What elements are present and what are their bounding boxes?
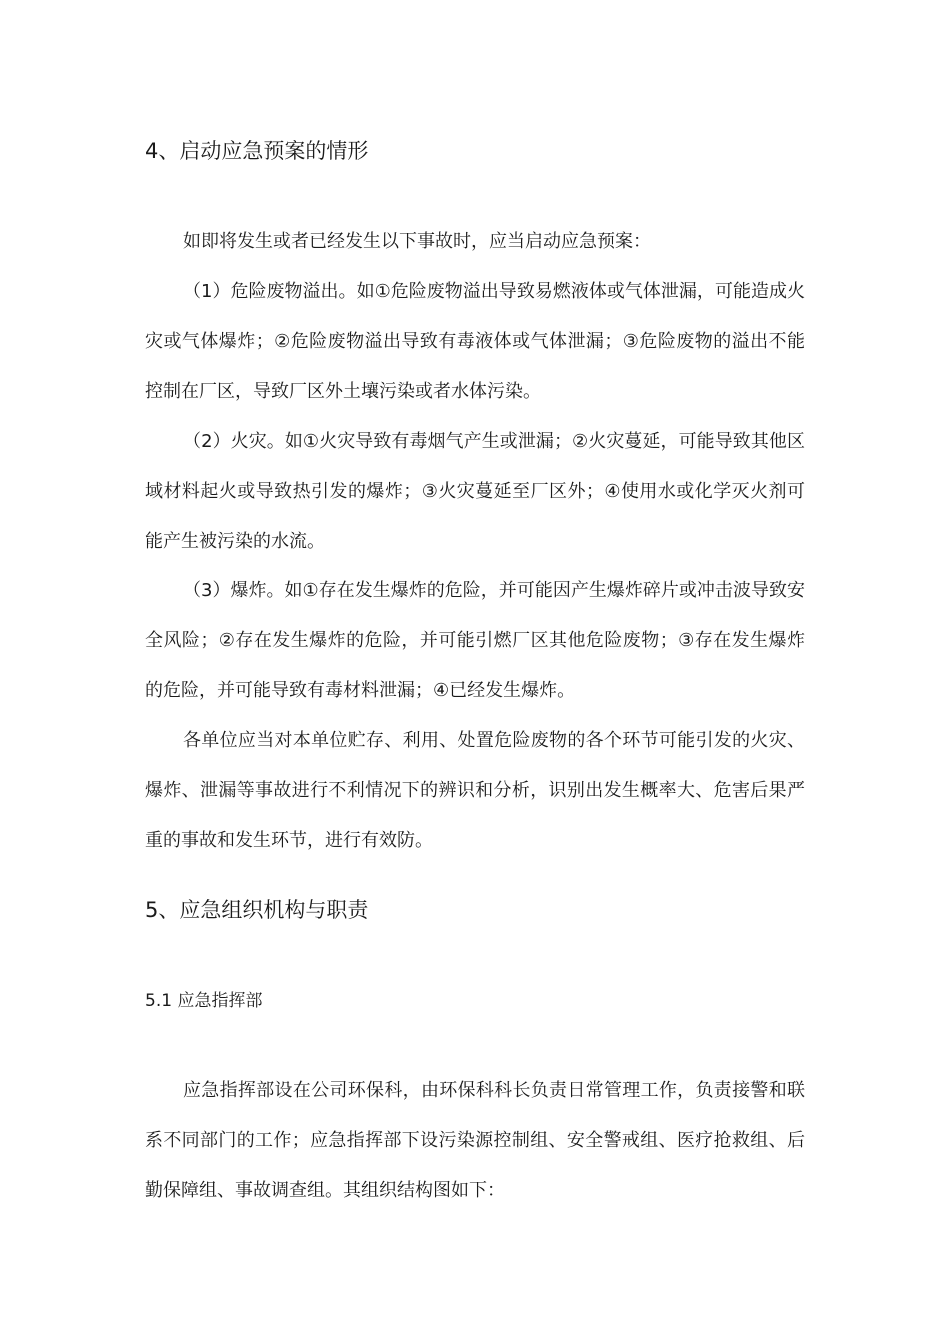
section-4-item-1: （1）危险废物溢出。如①危险废物溢出导致易燃液体或气体泄漏，可能造成火灾或气体爆炸；②危险废物溢出导致有毒液体或气体泄漏；③危险废物的溢出不能控制在厂区，导致厂区外土壤污染或者水体污染。: [145, 281, 805, 402]
section-5-1-heading: 5.1 应急指挥部: [145, 991, 263, 1011]
section-4-closing: 各单位应当对本单位贮存、利用、处置危险废物的各个环节可能引发的火灾、爆炸、泄漏等事故进行不利情况下的辨识和分析，识别出发生概率大、危害后果严重的事故和发生环节，进行有效防。: [145, 730, 805, 851]
section-4-item-3: （3）爆炸。如①存在发生爆炸的危险，并可能因产生爆炸碎片或冲击波导致安全风险；②存在发生爆炸的危险，并可能引燃厂区其他危险废物；③存在发生爆炸的危险，并可能导致有毒材料泄漏；④已经发生爆炸。: [145, 580, 805, 701]
section-4-heading: 4、启动应急预案的情形: [145, 139, 369, 163]
section-5-heading: 5、应急组织机构与职责: [145, 898, 369, 922]
section-5-1-body: 应急指挥部设在公司环保科，由环保科科长负责日常管理工作，负责接警和联系不同部门的工作；应急指挥部下设污染源控制组、安全警戒组、医疗抢救组、后勤保障组、事故调查组。其组织结构图如下：: [145, 1080, 805, 1201]
section-4-item-2: （2）火灾。如①火灾导致有毒烟气产生或泄漏；②火灾蔓延，可能导致其他区域材料起火或导致热引发的爆炸；③火灾蔓延至厂区外；④使用水或化学灭火剂可能产生被污染的水流。: [145, 431, 805, 552]
section-4-intro: 如即将发生或者已经发生以下事故时，应当启动应急预案：: [183, 231, 651, 252]
